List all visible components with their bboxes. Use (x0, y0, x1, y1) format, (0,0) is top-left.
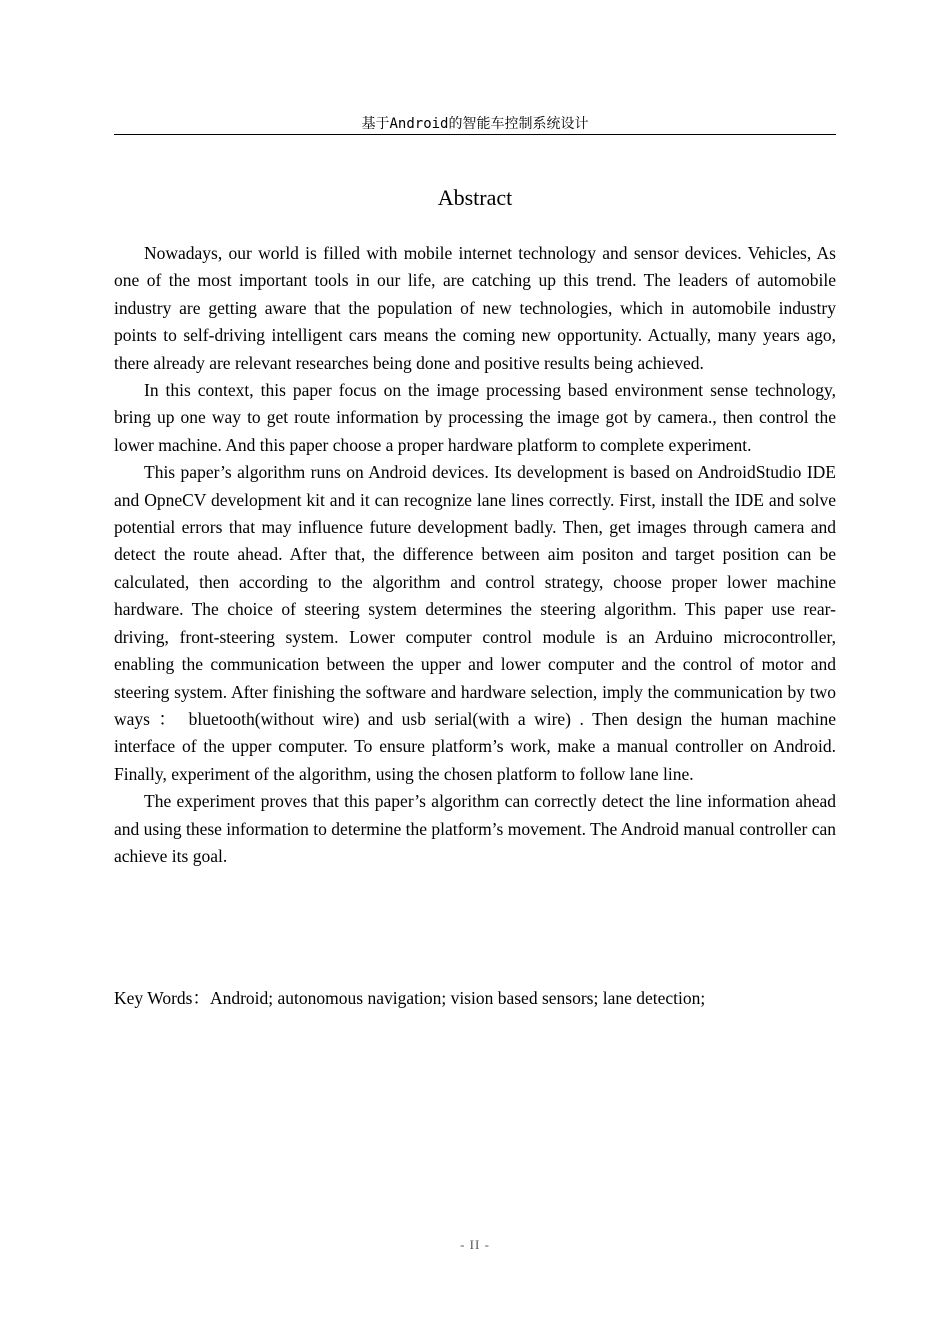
page-number: - II - (460, 1237, 490, 1252)
abstract-paragraph-3: This paper’s algorithm runs on Android devices. Its development is based on AndroidStudio IDE and OpneCV development kit and it can recognize lane lines correctly. First, install the IDE and solve potential errors that may influence future development badly. Then, get images through camera and detect the route ahead. After that, the difference between aim positon and target position can be calculated, then according to the algorithm and control strategy, choose proper lower machine hardware. The choice of steering system determines the steering algorithm. This paper use rear-driving, front-steering system. Lower computer control module is an Arduino microcontroller, enabling the communication between the upper and lower computer and the control of motor and steering system. After finishing the software and hardware selection, imply the communication by two ways ： bluetooth(without wire) and usb serial(with a wire) . Then design the human machine interface of the upper computer. To ensure platform’s work, make a manual controller on Android. Finally, experiment of the algorithm, using the chosen platform to follow lane line. (114, 462, 836, 784)
running-header-title: 基于Android的智能车控制系统设计 (361, 116, 589, 132)
abstract-title: Abstract (437, 185, 513, 210)
keywords-line (114, 985, 836, 1012)
abstract-paragraph-4: The experiment proves that this paper’s algorithm can correctly detect the line information ahead and using these information to determine the platform’s movement. The Android manual controller can achieve its goal. (114, 791, 836, 866)
abstract-paragraph-1: Nowadays, our world is filled with mobile internet technology and sensor devices. Vehicles, As one of the most important tools in our life, are catching up this trend. The leaders of automobile industry are getting aware that the population of new technologies, which in automobile industry points to self-driving intelligent cars means the coming new opportunity. Actually, many years ago, there already are relevant researches being done and positive results being achieved. (114, 243, 836, 373)
abstract-body (114, 240, 836, 870)
running-header (114, 114, 836, 135)
abstract-paragraph-2: In this context, this paper focus on the image processing based environment sense technology, bring up one way to get route information by processing the image got by camera., then control the lower machine. And this paper choose a proper hardware platform to complete experiment. (114, 380, 836, 455)
keywords-label: Key Words： (114, 988, 210, 1008)
keywords-text: Android; autonomous navigation; vision based sensors; lane detection; (209, 988, 706, 1008)
